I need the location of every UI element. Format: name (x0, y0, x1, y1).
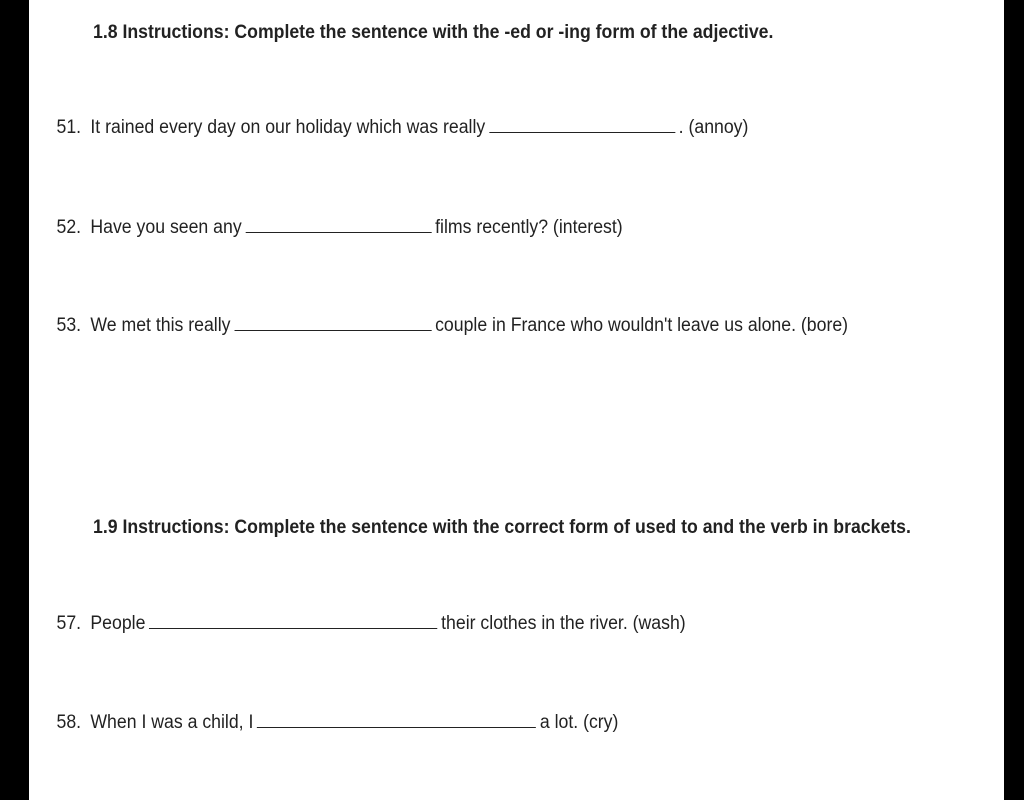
question-number: 53. (56, 315, 82, 336)
answer-blank-58[interactable] (257, 713, 536, 728)
answer-blank-51[interactable] (489, 118, 675, 133)
question-text-after: a lot. (cry) (539, 712, 619, 733)
answer-blank-52[interactable] (245, 218, 431, 233)
question-57 (29, 613, 686, 643)
question-text-before: We met this really (90, 315, 231, 336)
question-text-after: their clothes in the river. (wash) (441, 613, 686, 634)
question-58 (29, 712, 618, 742)
question-52 (29, 217, 623, 247)
question-number: 57. (56, 613, 82, 634)
answer-blank-57[interactable] (149, 614, 437, 629)
question-text-before: Have you seen any (90, 217, 242, 238)
question-text-before: People (90, 613, 146, 634)
question-text-before: When I was a child, I (90, 712, 254, 733)
section-1-9-heading: 1.9 Instructions: Complete the sentence with the correct form of used to and the verb in brackets. (93, 517, 911, 538)
question-text-after: . (annoy) (678, 117, 749, 138)
section-1-8-heading: 1.8 Instructions: Complete the sentence with the -ed or -ing form of the adjective. (93, 22, 774, 43)
question-number: 58. (56, 712, 82, 733)
question-text-after: films recently? (interest) (435, 217, 623, 238)
worksheet-page (29, 0, 1004, 800)
question-number: 51. (56, 117, 82, 138)
question-text-after: couple in France who wouldn't leave us alone. (bore) (435, 315, 849, 336)
question-53 (29, 315, 848, 345)
right-border (1004, 0, 1024, 800)
question-51 (29, 117, 748, 147)
answer-blank-53[interactable] (234, 316, 431, 331)
question-number: 52. (56, 217, 82, 238)
question-text-before: It rained every day on our holiday which was really (90, 117, 486, 138)
